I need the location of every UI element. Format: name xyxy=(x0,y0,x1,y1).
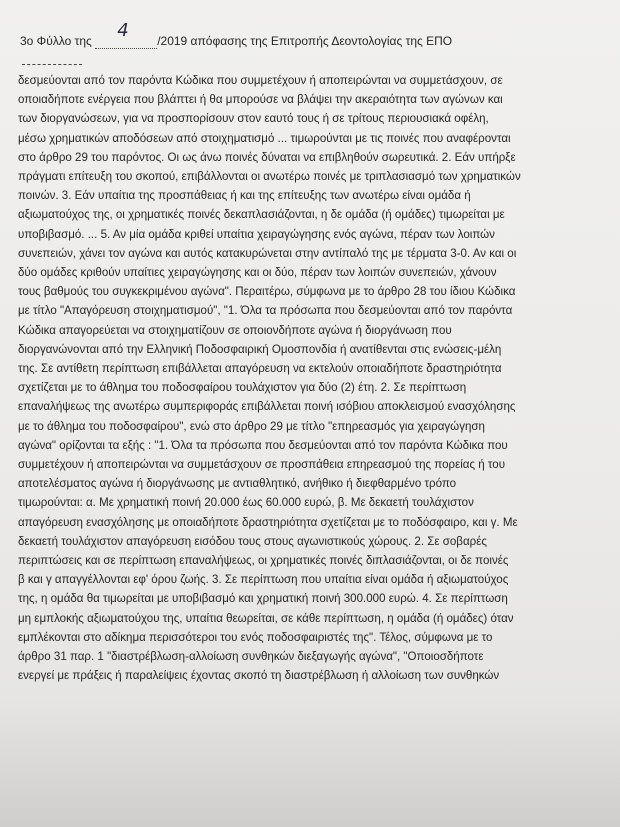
text-line: των διοργανώσεων, για να προσπορίσουν στον εαυτό τους ή σε τρίτους περιουσιακά οφέλη, xyxy=(18,112,489,126)
text-line: διοργανώνονται από την Ελληνική Ποδοσφαιρική Ομοσπονδία ή ανατίθενται στις ενώσεις-μέλη xyxy=(18,342,502,356)
text-line: με το άθλημα του ποδοσφαίρου", ενώ στο άρθρο 29 με τίτλο "επηρεασμός για χειραγώγηση xyxy=(18,419,485,433)
text-line: ποινών. 3. Εάν υπαίτια της προσπάθειας ή και της επίτευξης των ανωτέρω είναι ομάδα ή xyxy=(18,189,471,203)
text-line: οποιαδήποτε ενέργεια που βλάπτει ή θα μπορούσε να βλάψει την ακεραιότητα των αγώνων και xyxy=(18,93,503,107)
text-line: ενεργεί με πράξεις ή παραλείψεις έχοντας σκοπό τη διαστρέβλωση ή αλλοίωση των συνθηκών xyxy=(18,669,500,683)
text-line: της. Σε αντίθετη περίπτωση επιβάλλεται απαγόρευση να εκτελούν οποιαδήποτε δραστηριότητα xyxy=(18,362,502,376)
text-line: δεκαετή τουλάχιστον απαγόρευση εισόδου τους στους αγωνιστικούς χώρους. 2. Σε σοβαρές xyxy=(18,534,487,548)
decision-number-field xyxy=(95,20,157,49)
header-divider xyxy=(22,64,82,65)
text-line: εμπλέκονται στο αδίκημα περισσότεροι του ενός ποδοσφαιριστές της". Τέλος, σύμφωνα με το xyxy=(18,630,493,644)
handwritten-number: 4 xyxy=(117,20,129,41)
text-line: στο άρθρο 29 του παρόντος. Οι ως άνω ποινές δύναται να επιβληθούν σωρευτικά. 2. Εάν υπήρξε xyxy=(18,150,516,164)
text-line: δεσμεύονται από τον παρόντα Κώδικα που συμμετέχουν ή αποπειρώνται να συμμετάσχουν, σε xyxy=(18,74,503,87)
text-line: συμμετέχουν ή αποπειρώνται να συμμετάσχουν σε προσπάθεια επηρεασμού της πορείας ή του xyxy=(18,458,506,472)
body-text xyxy=(18,71,610,686)
text-line: αγώνα" ορίζονται τα εξής : "1. Όλα τα πρόσωπα που δεσμεύονται από τον παρόντα Κώδικα που xyxy=(18,438,508,452)
text-line: περιπτώσεις και σε περίπτωση επαναλήψεως, οι χρηματικές ποινές διπλασιάζονται, οι δε ποινές xyxy=(18,554,509,568)
text-line: σχετίζεται με το άθλημα του ποδοσφαίρου τουλάχιστον για δύο (2) έτη. 2. Σε περίπτωση xyxy=(18,381,467,395)
text-line: της, η ομάδα θα τιμωρείται με υποβιβασμό και χρηματική ποινή 300.000 ευρώ. 4. Σε περίπτωση xyxy=(18,592,508,606)
text-line: β και γ απαγγέλλονται εφ' όρου ζωής. 3. Σε περίπτωση που υπαίτια είναι ομάδα ή αξιωματούχος xyxy=(18,573,509,587)
page-header xyxy=(20,20,610,49)
text-line: αποτελέσματος αγώνα ή διοργάνωσης με αντιαθλητικό, ανήθικο ή διεφθαρμένο τρόπο xyxy=(18,477,457,491)
text-line: άρθρο 31 παρ. 1 "διαστρέβλωση-αλλοίωση συνθηκών διεξαγωγής αγώνα", "Οποιοσδήποτε xyxy=(18,650,484,664)
text-line: μέσω χρηματικών αποδόσεων από στοιχηματισμό ... τιμωρούνται με τις ποινές που αναφέρονται xyxy=(18,131,511,145)
text-line: υποβιβασμό. ... 5. Αν μία ομάδα κριθεί υπαίτια χειραγώγησης ενός αγώνα, πέραν των λοιπών xyxy=(18,227,495,241)
text-line: συνεπειών, χάνει τον αγώνα και αυτός κατακυρώνεται στην αντίπαλό της με τέρματα 3-0. Αν και οι xyxy=(18,246,517,260)
text-line: τους βαθμούς του συγκεκριμένου αγώνα". Περαιτέρω, σύμφωνα με το άρθρο 28 του ίδιου Κώδικα xyxy=(18,285,516,299)
text-line: επαναλήψεως της ανωτέρω συμπεριφοράς επιβάλλεται ποινή ισόβιου αποκλεισμού ενασχόλησης xyxy=(18,400,516,414)
text-line: με τίτλο "Απαγόρευση στοιχηματισμού", "1. Όλα τα πρόσωπα που δεσμεύονται από τον παρόντα xyxy=(18,304,513,318)
header-suffix: /2019 απόφασης της Επιτροπής Δεοντολογίας της ΕΠΟ xyxy=(157,34,453,48)
text-line: πράγματι επίτευξη του σκοπού, επιβάλλονται οι ανωτέρω ποινές με τριπλασιασμό των χρηματικών xyxy=(18,170,521,184)
text-line: Κώδικα απαγορεύεται να στοιχηματίζουν σε οποιονδήποτε αγώνα ή διοργάνωση που xyxy=(18,323,452,337)
text-line: δύο ομάδες κριθούν υπαίτιες χειραγώγησης και οι δύο, πέραν των λοιπών συνεπειών, χάνουν xyxy=(18,266,497,280)
text-line: τιμωρούνται: α. Με χρηματική ποινή 20.000 έως 60.000 ευρώ, β. Με δεκαετή τουλάχιστον xyxy=(18,496,474,510)
page-shadow xyxy=(0,700,620,827)
header-prefix: 3ο Φύλλο της xyxy=(20,34,92,48)
text-line: αξιωματούχος της, οι χρηματικές ποινές δεκαπλασιάζονται, η δε ομάδα (ή ομάδες) τιμωρείται με xyxy=(18,208,505,222)
text-line: μη εμπλοκής αξιωματούχου της, υπαίτια θεωρείται, σε κάθε περίπτωση, η ομάδα (ή ομάδες) όταν xyxy=(18,611,514,625)
text-line: απαγόρευση ενασχόλησης με οποιαδήποτε δραστηριότητα σχετίζεται με το ποδόσφαιρο, και γ. Με xyxy=(18,515,518,529)
